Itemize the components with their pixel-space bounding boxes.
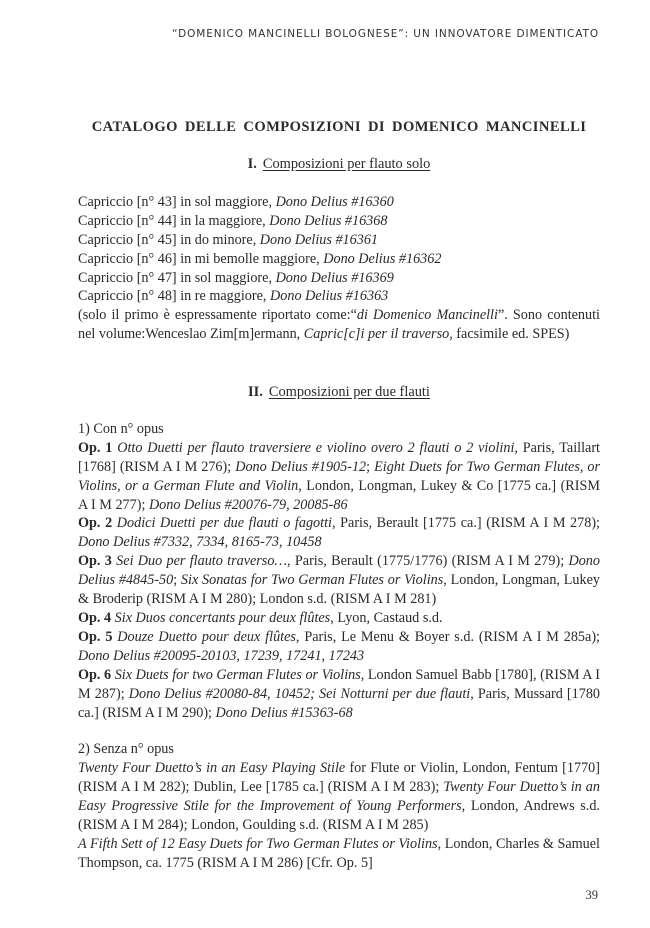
catalog-entry-op6: Op. 6 Six Duets for two German Flutes or Violins, London Samuel Babb [1780], (RISM A I M 287); Dono Delius #20080-84, 10452; Sei Notturni per due flauti, Paris, Mussard [1780 ca.] (RISM A I M 290); Dono Delius #15363-68 (78, 666, 601, 721)
section-heading-1 (78, 155, 600, 174)
item-text: Capriccio [n° 46] in mi bemolle maggiore, (78, 250, 324, 267)
section-number: II. (248, 384, 263, 400)
section-title: Composizioni per due flauti (268, 384, 430, 400)
running-header: “DOMENICO MANCINELLI BOLOGNESE”: UN INNOVATORE DIMENTICATO (172, 28, 599, 40)
page-number: 39 (585, 888, 598, 902)
item-reference: Dono Delius #16362 (323, 250, 442, 267)
list-item (78, 287, 600, 306)
item-reference: Dono Delius #16369 (275, 269, 394, 286)
catalog-entry-op2: Op. 2 Dodici Duetti per due flauti o fagotti, Paris, Berault [1775 ca.] (RISM A I M 278); Dono Delius #7332, 7334, 8165-73, 10458 (78, 515, 600, 551)
list-item (78, 212, 600, 231)
subsection-label: 2) Senza n° opus (78, 741, 174, 758)
list-item (78, 193, 600, 212)
section-heading-2 (78, 383, 600, 402)
flute-solo-list (78, 193, 600, 344)
page-body (78, 118, 601, 871)
section-title: Composizioni per flauto solo (262, 156, 431, 172)
list-item (78, 250, 600, 269)
item-text: Capriccio [n° 47] in sol maggiore, (78, 269, 276, 286)
catalog-entry-op5: Op. 5 Douze Duetto pour deux flûtes, Paris, Le Menu & Boyer s.d. (RISM A I M 285a); Dono Delius #20095-20103, 17239, 17241, 17243 (78, 628, 600, 664)
list-item (78, 269, 600, 288)
item-text: Capriccio [n° 43] in sol maggiore, (78, 193, 276, 210)
section-2 (78, 383, 600, 873)
catalog-entry-no-opus-2: A Fifth Sett of 12 Easy Duets for Two German Flutes or Violins, London, Charles & Samuel Thompson, ca. 1775 (RISM A I M 286) [Cfr. Op. 5] (78, 835, 600, 871)
item-reference: Dono Delius #16363 (270, 288, 389, 305)
item-reference: Dono Delius #16360 (275, 193, 394, 210)
list-item (78, 231, 600, 250)
item-reference: Dono Delius #16361 (259, 231, 379, 248)
section-number: I. (247, 156, 257, 172)
catalog-entry-op3: Op. 3 Sei Duo per flauto traverso…, Paris, Berault (1775/1776) (RISM A I M 279); Dono Delius #4845-50; Six Sonatas for Two German Flutes or Violins, London, Longman, Lukey & Broderip (RISM A I M 280); London s.d. (RISM A I M 281) (78, 553, 600, 608)
item-text: Capriccio [n° 45] in do minore, (78, 231, 260, 248)
catalog-entry-no-opus-1: Twenty Four Duetto’s in an Easy Playing Stile for Flute or Violin, London, Fentum [1770] (RISM A I M 282); Dublin, Lee [1785 ca.] (RISM A I M 283); Twenty Four Duetto’s in an Easy Progressive Stile for the Improvement of Young Performers, London, Andrews s.d. (RISM A I M 284); London, Goulding s.d. (RISM A I M 285) (78, 760, 600, 834)
item-text: Capriccio [n° 44] in la maggiore, (78, 212, 270, 229)
item-reference: Dono Delius #16368 (269, 212, 388, 229)
catalog-entry-op1: Op. 1 Otto Duetti per flauto traversiere e violino overo 2 flauti o 2 violini, Paris, Taillart [1768] (RISM A I M 276); Dono Delius #1905-12; Eight Duets for Two German Flutes, or Violins, or a German Flute and Violin, London, Longman, Lukey & Co [1775 ca.] (RISM A I M 277); Dono Delius #20076-79, 20085-86 (78, 439, 600, 513)
section-note: (solo il primo è espressamente riportato come:“di Domenico Mancinelli”. Sono contenuti nel volume:Wenceslao Zim[m]ermann, Capric[c]i per il traverso, facsimile ed. SPES) (78, 307, 600, 343)
catalog-title: CATALOGO DELLE COMPOSIZIONI DI DOMENICO MANCINELLI (91, 119, 587, 135)
catalog-entry-op4: Op. 4 Six Duos concertants pour deux flûtes, Lyon, Castaud s.d. (78, 609, 443, 626)
item-text: Capriccio [n° 48] in re maggiore, (78, 288, 271, 305)
subsection-label: 1) Con n° opus (78, 420, 164, 437)
